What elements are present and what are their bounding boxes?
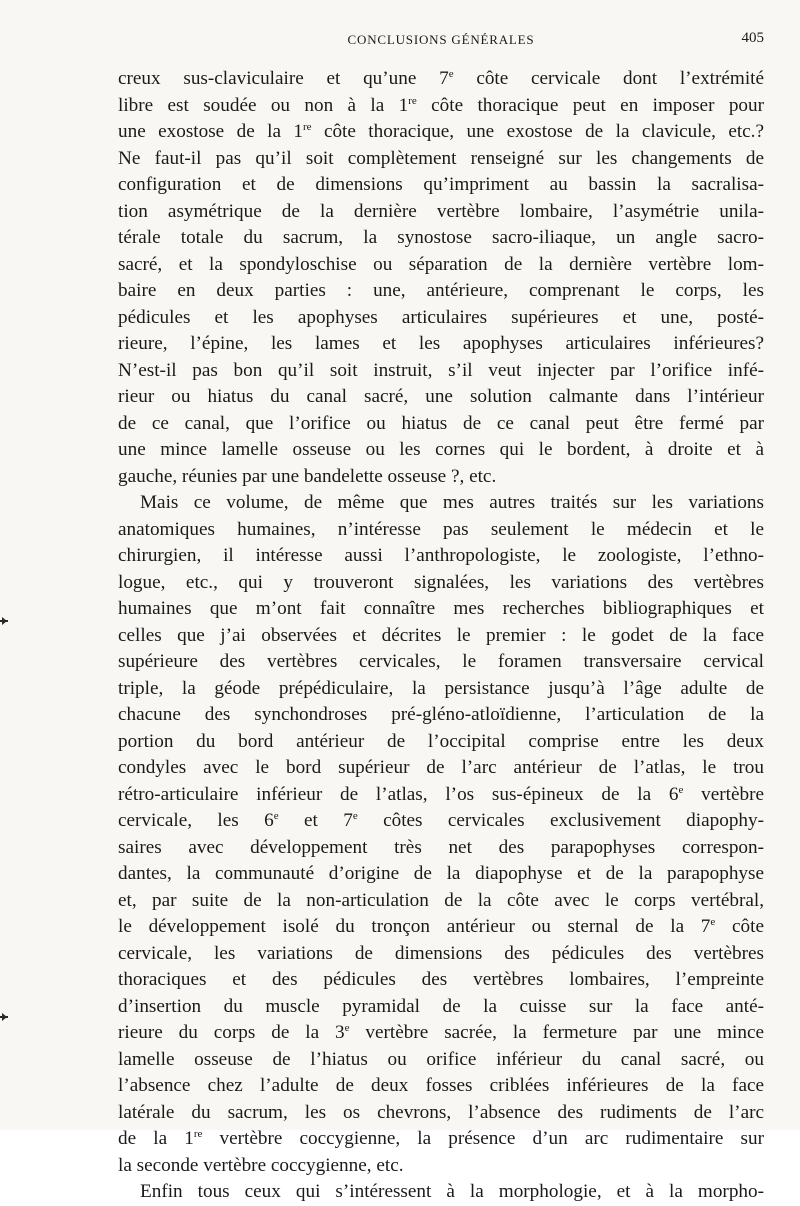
text-line: humaines que m’ont fait connaître mes recherches bibliographiques et	[118, 598, 764, 619]
text-line: rieure du corps de la 3e vertèbre sacrée, la fermeture par une mince	[118, 1022, 764, 1043]
text-line: sacré, et la spondyloschise ou séparation de la dernière vertèbre lom-	[118, 253, 764, 275]
text-line: et, par suite de la non-articulation de la côte avec le corps vertébral,	[118, 889, 764, 911]
page-number: 405	[741, 30, 764, 46]
text-line: chacune des synchondroses pré-gléno-atloïdienne, l’articulation de la	[118, 704, 764, 725]
body-text	[118, 66, 764, 1206]
text-line: l’absence chez l’adulte de deux fosses criblées inférieures de la face	[118, 1075, 764, 1096]
text-line: condyles avec le bord supérieur de l’arc antérieur de l’atlas, le trou	[118, 757, 764, 778]
text-line: cervicale, les 6e et 7e côtes cervicales exclusivement diapophy-	[118, 810, 764, 831]
text-line: de la 1re vertèbre coccygienne, la présence d’un arc rudimentaire sur	[118, 1128, 764, 1149]
text-line: Mais ce volume, de même que mes autres traités sur les variations	[140, 492, 764, 513]
text-line: configuration et de dimensions qu’impriment au bassin la sacralisa-	[118, 174, 764, 195]
text-line: supérieure des vertèbres cervicales, le foramen transversaire cervical	[118, 651, 764, 672]
text-line: térale totale du sacrum, la synostose sacro-iliaque, un angle sacro-	[118, 227, 764, 248]
text-line: saires avec développement très net des parapophyses correspon-	[118, 836, 764, 858]
text-line: le développement isolé du tronçon antérieur ou sternal de la 7e côte	[118, 916, 764, 937]
text-line: libre est soudée ou non à la 1re côte thoracique peut en imposer pour	[118, 94, 764, 116]
text-line: portion du bord antérieur de l’occipital comprise entre les deux	[118, 730, 764, 752]
text-line: lamelle osseuse de l’hiatus ou orifice inférieur du canal sacré, ou	[118, 1048, 764, 1070]
text-line: Ne faut-il pas qu’il soit complètement renseigné sur les changements de	[118, 147, 764, 169]
margin-arrow-icon	[0, 620, 8, 622]
running-head	[118, 30, 764, 54]
text-line: tion asymétrique de la dernière vertèbre lombaire, l’asymétrie unila-	[118, 200, 764, 222]
text-line: Enfin tous ceux qui s’intéressent à la morphologie, et à la morpho-	[140, 1181, 764, 1202]
text-line: celles que j’ai observées et décrites le premier : le godet de la face	[118, 624, 764, 646]
text-line: d’insertion du muscle pyramidal de la cuisse sur la face anté-	[118, 995, 764, 1017]
text-line: gauche, réunies par une bandelette osseuse ?, etc.	[118, 465, 497, 487]
text-line: rétro-articulaire inférieur de l’atlas, l’os sus-épineux de la 6e vertèbre	[118, 783, 764, 805]
text-line: dantes, la communauté d’origine de la diapophyse et de la parapophyse	[118, 863, 764, 884]
text-line: la seconde vertèbre coccygienne, etc.	[118, 1154, 404, 1176]
text-line: baire en deux parties : une, antérieure, comprenant le corps, les	[118, 280, 764, 301]
text-line: triple, la géode prépédiculaire, la persistance jusqu’à l’âge adulte de	[118, 677, 764, 699]
text-line: logue, etc., qui y trouveront signalées, les variations des vertèbres	[118, 571, 764, 593]
text-line: anatomiques humaines, n’intéresse pas seulement le médecin et le	[118, 518, 764, 540]
text-line: une mince lamelle osseuse ou les cornes qui le bordent, à droite et à	[118, 439, 764, 460]
text-line: rieure, l’épine, les lames et les apophyses articulaires inférieures?	[118, 333, 764, 354]
running-title: CONCLUSIONS GÉNÉRALES	[347, 32, 535, 47]
text-line: cervicale, les variations de dimensions des pédicules des vertèbres	[118, 942, 764, 964]
text-line: latérale du sacrum, les os chevrons, l’absence des rudiments de l’arc	[118, 1101, 764, 1123]
text-line: chirurgien, il intéresse aussi l’anthropologiste, le zoologiste, l’ethno-	[118, 545, 764, 566]
text-line: pédicules et les apophyses articulaires supérieures et une, posté-	[118, 306, 764, 328]
margin-arrow-icon	[0, 1016, 8, 1018]
text-line: de ce canal, que l’orifice ou hiatus de ce canal peut être fermé par	[118, 412, 764, 434]
text-line: N’est-il pas bon qu’il soit instruit, s’il veut injecter par l’orifice infé-	[118, 359, 764, 381]
text-line: creux sus-claviculaire et qu’une 7e côte cervicale dont l’extrémité	[118, 68, 764, 89]
text-line: rieur ou hiatus du canal sacré, une solution calmante dans l’intérieur	[118, 386, 764, 407]
text-line: une exostose de la 1re côte thoracique, une exostose de la clavicule, etc.?	[118, 121, 764, 142]
text-line: thoraciques et des pédicules des vertèbres lombaires, l’empreinte	[118, 969, 764, 990]
